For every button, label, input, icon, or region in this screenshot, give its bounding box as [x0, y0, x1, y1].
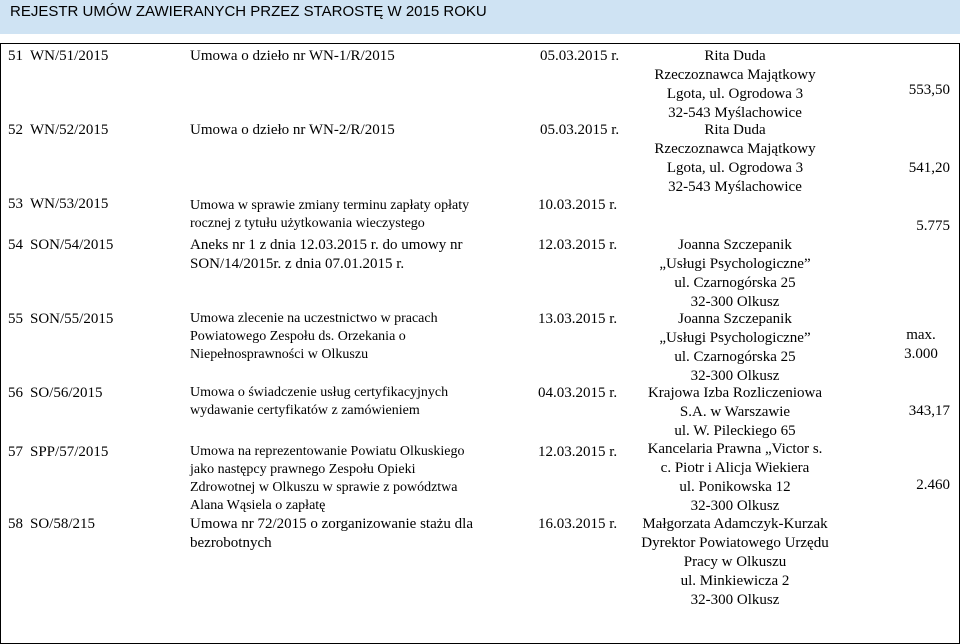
contract-sign: SPP/57/2015: [30, 444, 109, 460]
contract-sign: WN/52/2015: [30, 122, 109, 138]
contract-amount: 541,20: [908, 160, 950, 176]
contract-amount: 343,17: [908, 403, 950, 419]
contract-party: Rita Duda: [704, 48, 766, 64]
row-number: 55: [8, 311, 23, 327]
contract-party: Rzeczoznawca Majątkowy: [654, 141, 816, 157]
contract-subject: Umowa w sprawie zmiany terminu zapłaty opłaty: [190, 198, 470, 213]
row-number: 52: [8, 122, 23, 138]
page-title: REJESTR UMÓW ZAWIERANYCH PRZEZ STAROSTĘ W 2015 ROKU: [10, 3, 487, 20]
contract-subject: Aneks nr 1 z dnia 12.03.2015 r. do umowy nr: [190, 237, 463, 253]
contract-party: „Usługi Psychologiczne”: [659, 330, 811, 346]
contract-date: 16.03.2015 r.: [538, 516, 618, 532]
contract-subject: Umowa o dzieło nr WN-1/R/2015: [190, 48, 395, 64]
contract-party: Krajowa Izba Rozliczeniowa: [647, 385, 823, 401]
contract-sign: SON/54/2015: [30, 237, 114, 253]
contract-party: ul. Czarnogórska 25: [674, 349, 796, 365]
contract-party: „Usługi Psychologiczne”: [659, 256, 811, 272]
contract-sign: SON/55/2015: [30, 311, 114, 327]
contract-date: 10.03.2015 r.: [538, 197, 618, 213]
contract-amount: 5.775: [916, 218, 950, 234]
contract-party: Lgota, ul. Ogrodowa 3: [666, 86, 804, 102]
contract-party: Rita Duda: [704, 122, 766, 138]
contract-subject: Powiatowego Zespołu ds. Orzekania o: [190, 329, 406, 344]
contract-subject: Umowa nr 72/2015 o zorganizowanie stażu dla: [190, 516, 473, 532]
contract-subject: Umowa na reprezentowanie Powiatu Olkuskiego: [190, 444, 465, 459]
contract-party: 32-300 Olkusz: [690, 592, 780, 608]
contract-date: 05.03.2015 r.: [540, 48, 620, 64]
row-number: 51: [8, 48, 23, 64]
contract-party: 32-300 Olkusz: [690, 294, 780, 310]
contract-party: 32-543 Myślachowice: [668, 105, 802, 121]
row-number: 57: [8, 444, 23, 460]
contract-date: 12.03.2015 r.: [538, 444, 618, 460]
contract-sign: SO/58/215: [30, 516, 96, 532]
contract-party: ul. Minkiewicza 2: [680, 573, 790, 589]
contract-party: ul. Ponikowska 12: [679, 479, 791, 495]
contract-sign: SO/56/2015: [30, 385, 103, 401]
contract-subject: Niepełnosprawności w Olkuszu: [190, 347, 369, 362]
contract-party: ul. Czarnogórska 25: [674, 275, 796, 291]
contract-subject: jako następcy prawnego Zespołu Opieki: [190, 462, 416, 477]
row-number: 56: [8, 385, 23, 401]
contract-party: Rzeczoznawca Majątkowy: [654, 67, 816, 83]
contract-party: Dyrektor Powiatowego Urzędu: [641, 535, 829, 551]
row-number: 58: [8, 516, 23, 532]
contract-subject: SON/14/2015r. z dnia 07.01.2015 r.: [190, 256, 405, 272]
contract-amount: 2.460: [916, 477, 950, 493]
contract-party: Kancelaria Prawna „Victor s.: [647, 441, 823, 457]
contract-party: ul. W. Pileckiego 65: [674, 423, 796, 439]
title-banner: [0, 0, 960, 34]
contract-subject: bezrobotnych: [190, 535, 272, 551]
contract-amount: max.: [906, 327, 936, 343]
contract-party: Joanna Szczepanik: [678, 311, 792, 327]
contract-subject: wydawanie certyfikatów z zamówieniem: [190, 403, 420, 418]
contract-party: Małgorzata Adamczyk-Kurzak: [642, 516, 828, 532]
contract-date: 04.03.2015 r.: [538, 385, 618, 401]
contract-party: c. Piotr i Alicja Wiekiera: [660, 460, 810, 476]
contract-subject: Umowa o dzieło nr WN-2/R/2015: [190, 122, 395, 138]
table-left-border: [0, 43, 1, 644]
contract-date: 12.03.2015 r.: [538, 237, 618, 253]
contract-party: Pracy w Olkuszu: [683, 554, 787, 570]
contract-party: 32-300 Olkusz: [690, 498, 780, 514]
contract-party: Lgota, ul. Ogrodowa 3: [666, 160, 804, 176]
table-top-border: [0, 43, 960, 44]
contract-sign: WN/51/2015: [30, 48, 109, 64]
contract-party: 32-300 Olkusz: [690, 368, 780, 384]
contract-sign: WN/53/2015: [30, 196, 109, 212]
contract-amount: 553,50: [908, 82, 950, 98]
contract-subject: Alana Wąsiela o zapłatę: [190, 498, 326, 513]
contract-subject: rocznej z tytułu użytkowania wieczystego: [190, 216, 425, 231]
contract-amount: 3.000: [904, 346, 938, 362]
row-number: 53: [8, 196, 23, 212]
contract-subject: Zdrowotnej w Olkuszu w sprawie z powództwa: [190, 480, 458, 495]
contract-subject: Umowa o świadczenie usług certyfikacyjnych: [190, 385, 449, 400]
contract-party: S.A. w Warszawie: [679, 404, 791, 420]
contract-party: Joanna Szczepanik: [678, 237, 792, 253]
contract-party: 32-543 Myślachowice: [668, 179, 802, 195]
contract-date: 05.03.2015 r.: [540, 122, 620, 138]
contract-date: 13.03.2015 r.: [538, 311, 618, 327]
contract-subject: Umowa zlecenie na uczestnictwo w pracach: [190, 311, 438, 326]
row-number: 54: [8, 237, 23, 253]
